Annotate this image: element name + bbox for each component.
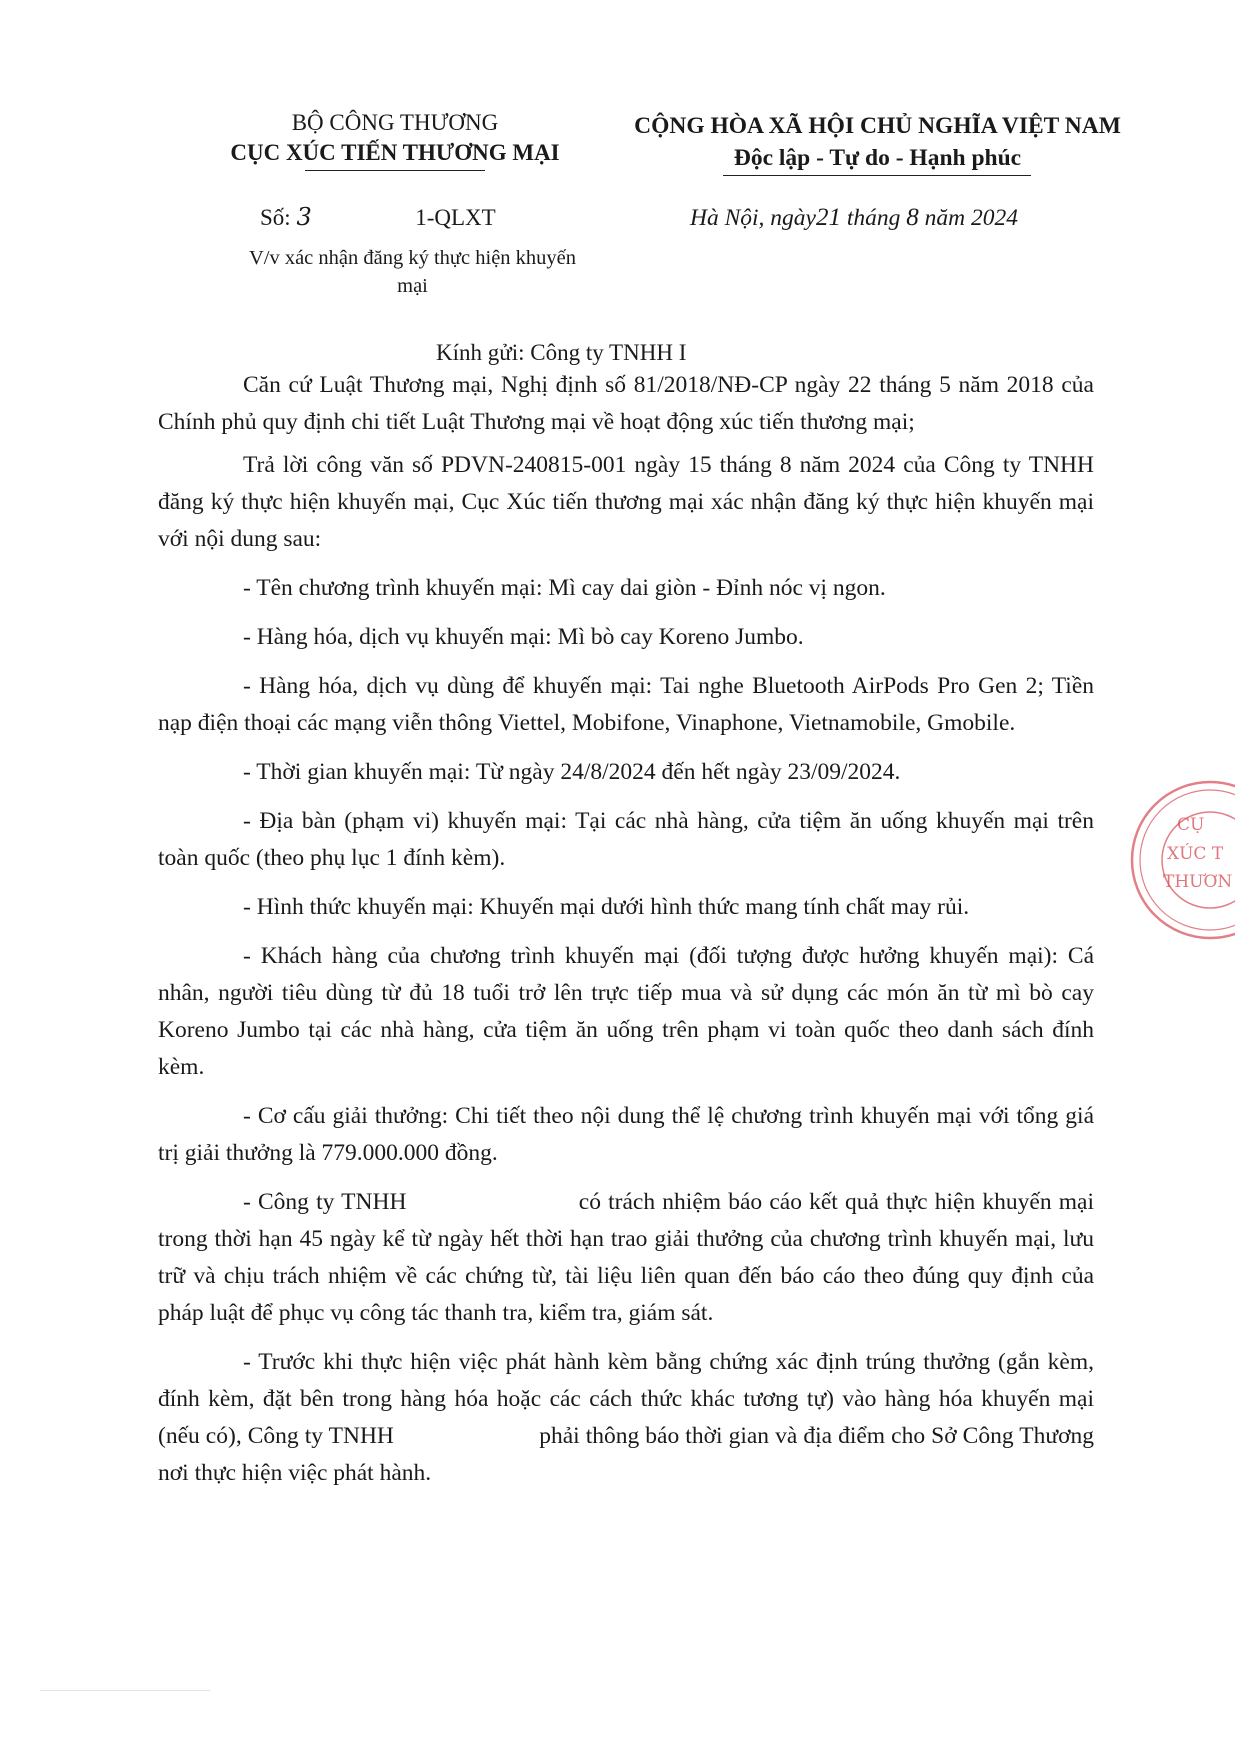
agency-underline <box>305 170 485 171</box>
official-seal <box>1105 775 1235 945</box>
seal-text-line: XÚC T <box>1167 844 1224 864</box>
body-paragraph: Căn cứ Luật Thương mại, Nghị định số 81/2018/NĐ-CP ngày 22 tháng 5 năm 2018 của Chính phủ quy định chi tiết Luật Thương mại về hoạt động xúc tiến thương mại; <box>158 372 1100 435</box>
body-paragraph: - Công ty TNHH có trách nhiệm báo cáo kết quả thực hiện khuyến mại trong thời hạn 45 ngày kể từ ngày hết thời hạn trao giải thưởng của chương trình khuyến mại, lưu trữ và chịu trách nhiệm về các chứng từ, tài liệu liên quan đến báo cáo theo đúng quy định của pháp luật để phục vụ công tác thanh tra, kiểm tra, giám sát. <box>158 1189 1100 1326</box>
recipient: Kính gửi: Công ty TNHH I <box>436 340 687 365</box>
place-date-part3: năm 2024 <box>918 205 1018 231</box>
motto-underline <box>723 175 1031 176</box>
body-paragraph: - Thời gian khuyến mại: Từ ngày 24/8/2024 đến hết ngày 23/09/2024. <box>243 759 901 785</box>
document-number-handwritten: 3 <box>296 203 312 231</box>
seal-text-line: CỤ <box>1177 815 1205 835</box>
national-motto: Độc lập - Tự do - Hạnh phúc <box>733 145 1022 171</box>
agency-name: CỤC XÚC TIẾN THƯƠNG MẠI <box>230 140 560 165</box>
official-seal-icon <box>1105 775 1235 945</box>
place-and-date <box>690 204 1018 232</box>
body-paragraph: - Khách hàng của chương trình khuyến mại (đối tượng được hưởng khuyến mại): Cá nhân, người tiêu dùng từ đủ 18 tuổi trở lên trực tiếp mua và sử dụng các món ăn từ mì bò cay Koreno Jumbo tại các nhà hàng, cửa tiệm ăn uống trên phạm vi toàn quốc theo danh sách đính kèm. <box>158 943 1100 1080</box>
body-paragraph: - Hàng hóa, dịch vụ khuyến mại: Mì bò cay Koreno Jumbo. <box>243 624 804 650</box>
body-paragraph: - Hình thức khuyến mại: Khuyến mại dưới hình thức mang tính chất may rủi. <box>243 894 970 920</box>
body-paragraph: - Tên chương trình khuyến mại: Mì cay dai giòn - Đỉnh nóc vị ngon. <box>243 575 886 601</box>
national-title: CỘNG HÒA XÃ HỘI CHỦ NGHĨA VIỆT NAM <box>634 113 1121 139</box>
footer-divider <box>40 1690 210 1691</box>
document-number <box>260 203 496 231</box>
body-paragraph: - Cơ cấu giải thưởng: Chi tiết theo nội dung thể lệ chương trình khuyến mại với tổng giá trị giải thưởng là 779.000.000 đồng. <box>158 1103 1100 1166</box>
body-paragraph: - Hàng hóa, dịch vụ dùng để khuyến mại: Tai nghe Bluetooth AirPods Pro Gen 2; Tiền nạp điện thoại các mạng viễn thông Viettel, Mobifone, Vinaphone, Vietnamobile, Gmobile. <box>158 673 1100 736</box>
body-paragraph: Trả lời công văn số PDVN-240815-001 ngày 15 tháng 8 năm 2024 của Công ty TNHH đăng ký thực hiện khuyến mại, Cục Xúc tiến thương mại xác nhận đăng ký thực hiện khuyến mại với nội dung sau: <box>158 452 1235 552</box>
ministry-name: BỘ CÔNG THƯƠNG <box>291 110 499 135</box>
document-body <box>158 367 1235 1492</box>
document-subject: V/v xác nhận đăng ký thực hiện khuyến mại <box>248 247 577 297</box>
seal-text-line: THƯƠN <box>1163 872 1233 892</box>
date-month-handwritten: 8 <box>906 204 919 231</box>
body-paragraph: - Trước khi thực hiện việc phát hành kèm bằng chứng xác định trúng thưởng (gắn kèm, đính kèm, đặt bên trong hàng hóa hoặc các cách thức khác tương tự) vào hàng hóa khuyến mại (nếu có), Công ty TNHH phải thông báo thời gian và địa điểm cho Sở Công Thương nơi thực hiện việc phát hành. <box>158 1349 1100 1486</box>
date-day-handwritten: 21 <box>815 204 841 231</box>
place-date-part2: tháng <box>840 205 907 231</box>
body-paragraph: - Địa bàn (phạm vi) khuyến mại: Tại các nhà hàng, cửa tiệm ăn uống khuyến mại trên toàn quốc (theo phụ lục 1 đính kèm). <box>158 808 1100 871</box>
document-number-suffix: 1-QLXT <box>415 205 496 230</box>
document-number-prefix: Số: <box>260 205 291 230</box>
place-date-part1: Hà Nội, ngày <box>690 205 816 231</box>
